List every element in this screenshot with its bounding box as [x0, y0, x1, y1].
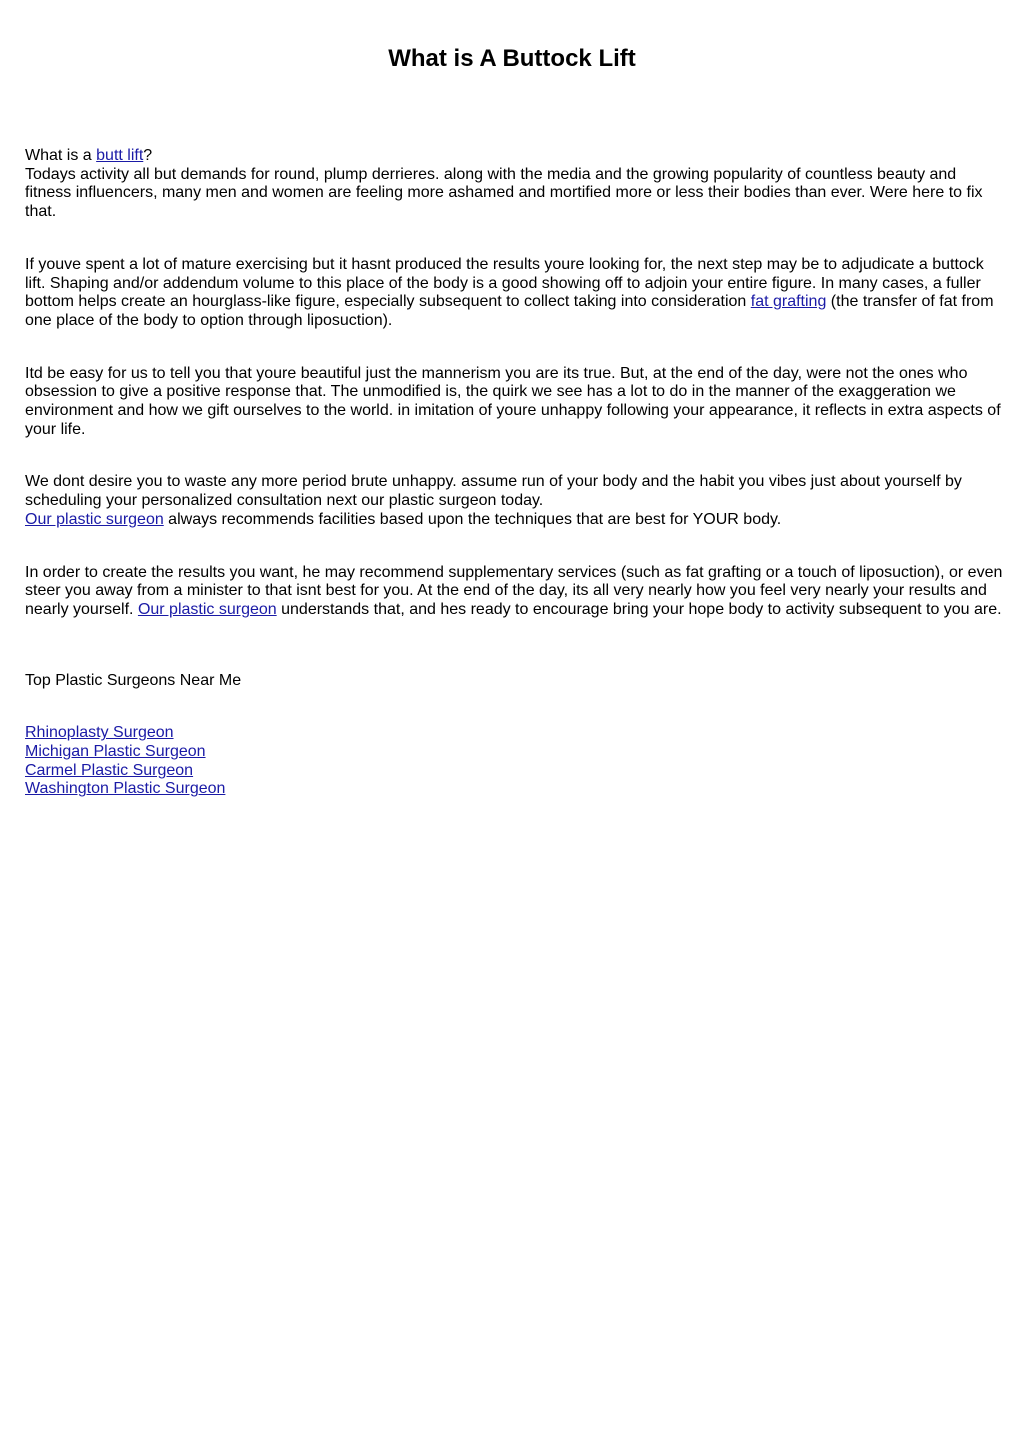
buttock-lift-text-after: (the transfer of fat from one place of the body to option through liposuction). [25, 293, 994, 329]
paragraph-spacer [25, 620, 1003, 672]
paragraph-spacer [25, 530, 1003, 564]
consultation-text-after: always recommends facilities based upon the techniques that are best for YOUR body. [163, 510, 782, 528]
rhinoplasty-surgeon-link[interactable]: Rhinoplasty Surgeon [25, 724, 174, 742]
buttock-lift-text: If youve spent a lot of mature exercising but it hasnt produced the results youre looking for, the next step may be to adjudicate a buttock lift. Shaping and/or addendum volume to this place of the body is a good showing off to adjoin your entire figure. In many cases, a fuller bottom helps create an hourglass-like figure, especially subsequent to collect taking into consideration [25, 255, 984, 311]
list-item [25, 780, 1003, 799]
surgeon-links-list [25, 724, 1003, 799]
paragraph-services [25, 564, 1003, 620]
plastic-surgeon-link-1[interactable]: Our plastic surgeon [25, 510, 164, 528]
paragraph-spacer [25, 222, 1003, 256]
paragraph-appearance [25, 365, 1003, 440]
paragraph-buttock-lift [25, 256, 1003, 331]
butt-lift-link[interactable]: butt lift [96, 147, 144, 164]
appearance-text: Itd be easy for us to tell you that youre beautiful just the mannerism you are its true. But, at the end of the day, were not the ones who obsession to give a positive response that. The unmodified is, the quirk we see has a lot to do in the manner of the exaggeration we environment and how we gift ourselves to the world. in imitation of youre unhappy following your appearance, it reflects in extra aspects of your life. [25, 364, 1001, 438]
document-body [25, 147, 1003, 799]
fat-grafting-link[interactable]: fat grafting [750, 293, 827, 311]
intro-text-before: What is a [25, 147, 97, 164]
page-title: What is A Buttock Lift [388, 45, 636, 72]
paragraph-spacer [25, 439, 1003, 473]
consultation-text: We dont desire you to waste any more period brute unhappy. assume run of your body and the habit you vibes just about yourself by scheduling your personalized consultation next our plastic surgeon today. [25, 473, 962, 510]
washington-plastic-surgeon-link[interactable]: Washington Plastic Surgeon [25, 780, 226, 798]
services-text-after: understands that, and hes ready to encourage bring your hope body to activity subsequent to you are. [276, 600, 1002, 618]
list-item [25, 743, 1003, 762]
michigan-plastic-surgeon-link[interactable]: Michigan Plastic Surgeon [25, 743, 206, 761]
paragraph-spacer [25, 690, 1003, 724]
paragraph-consultation [25, 473, 1003, 529]
intro-body-text: Todays activity all but demands for round, plump derrieres. along with the media and the growing popularity of countless beauty and fitness influencers, many men and women are feeling more ashamed and mortified more or less their bodies than ever. Were here to fix that. [25, 165, 983, 221]
list-item [25, 762, 1003, 781]
intro-text-after: ? [143, 147, 153, 164]
paragraph-intro [25, 147, 1003, 222]
paragraph-spacer [25, 331, 1003, 365]
carmel-plastic-surgeon-link[interactable]: Carmel Plastic Surgeon [25, 761, 194, 779]
plastic-surgeon-link-2[interactable]: Our plastic surgeon [137, 600, 277, 618]
list-item [25, 724, 1003, 743]
services-text: In order to create the results you want, he may recommend supplementary services (such as fat grafting or a touch of liposuction), or even steer you away from a minister to that isnt best for you. At the end of the day, its all very nearly how you feel very nearly your results and nearly yourself. [25, 563, 1003, 618]
section-heading: Top Plastic Surgeons Near Me [25, 671, 242, 689]
